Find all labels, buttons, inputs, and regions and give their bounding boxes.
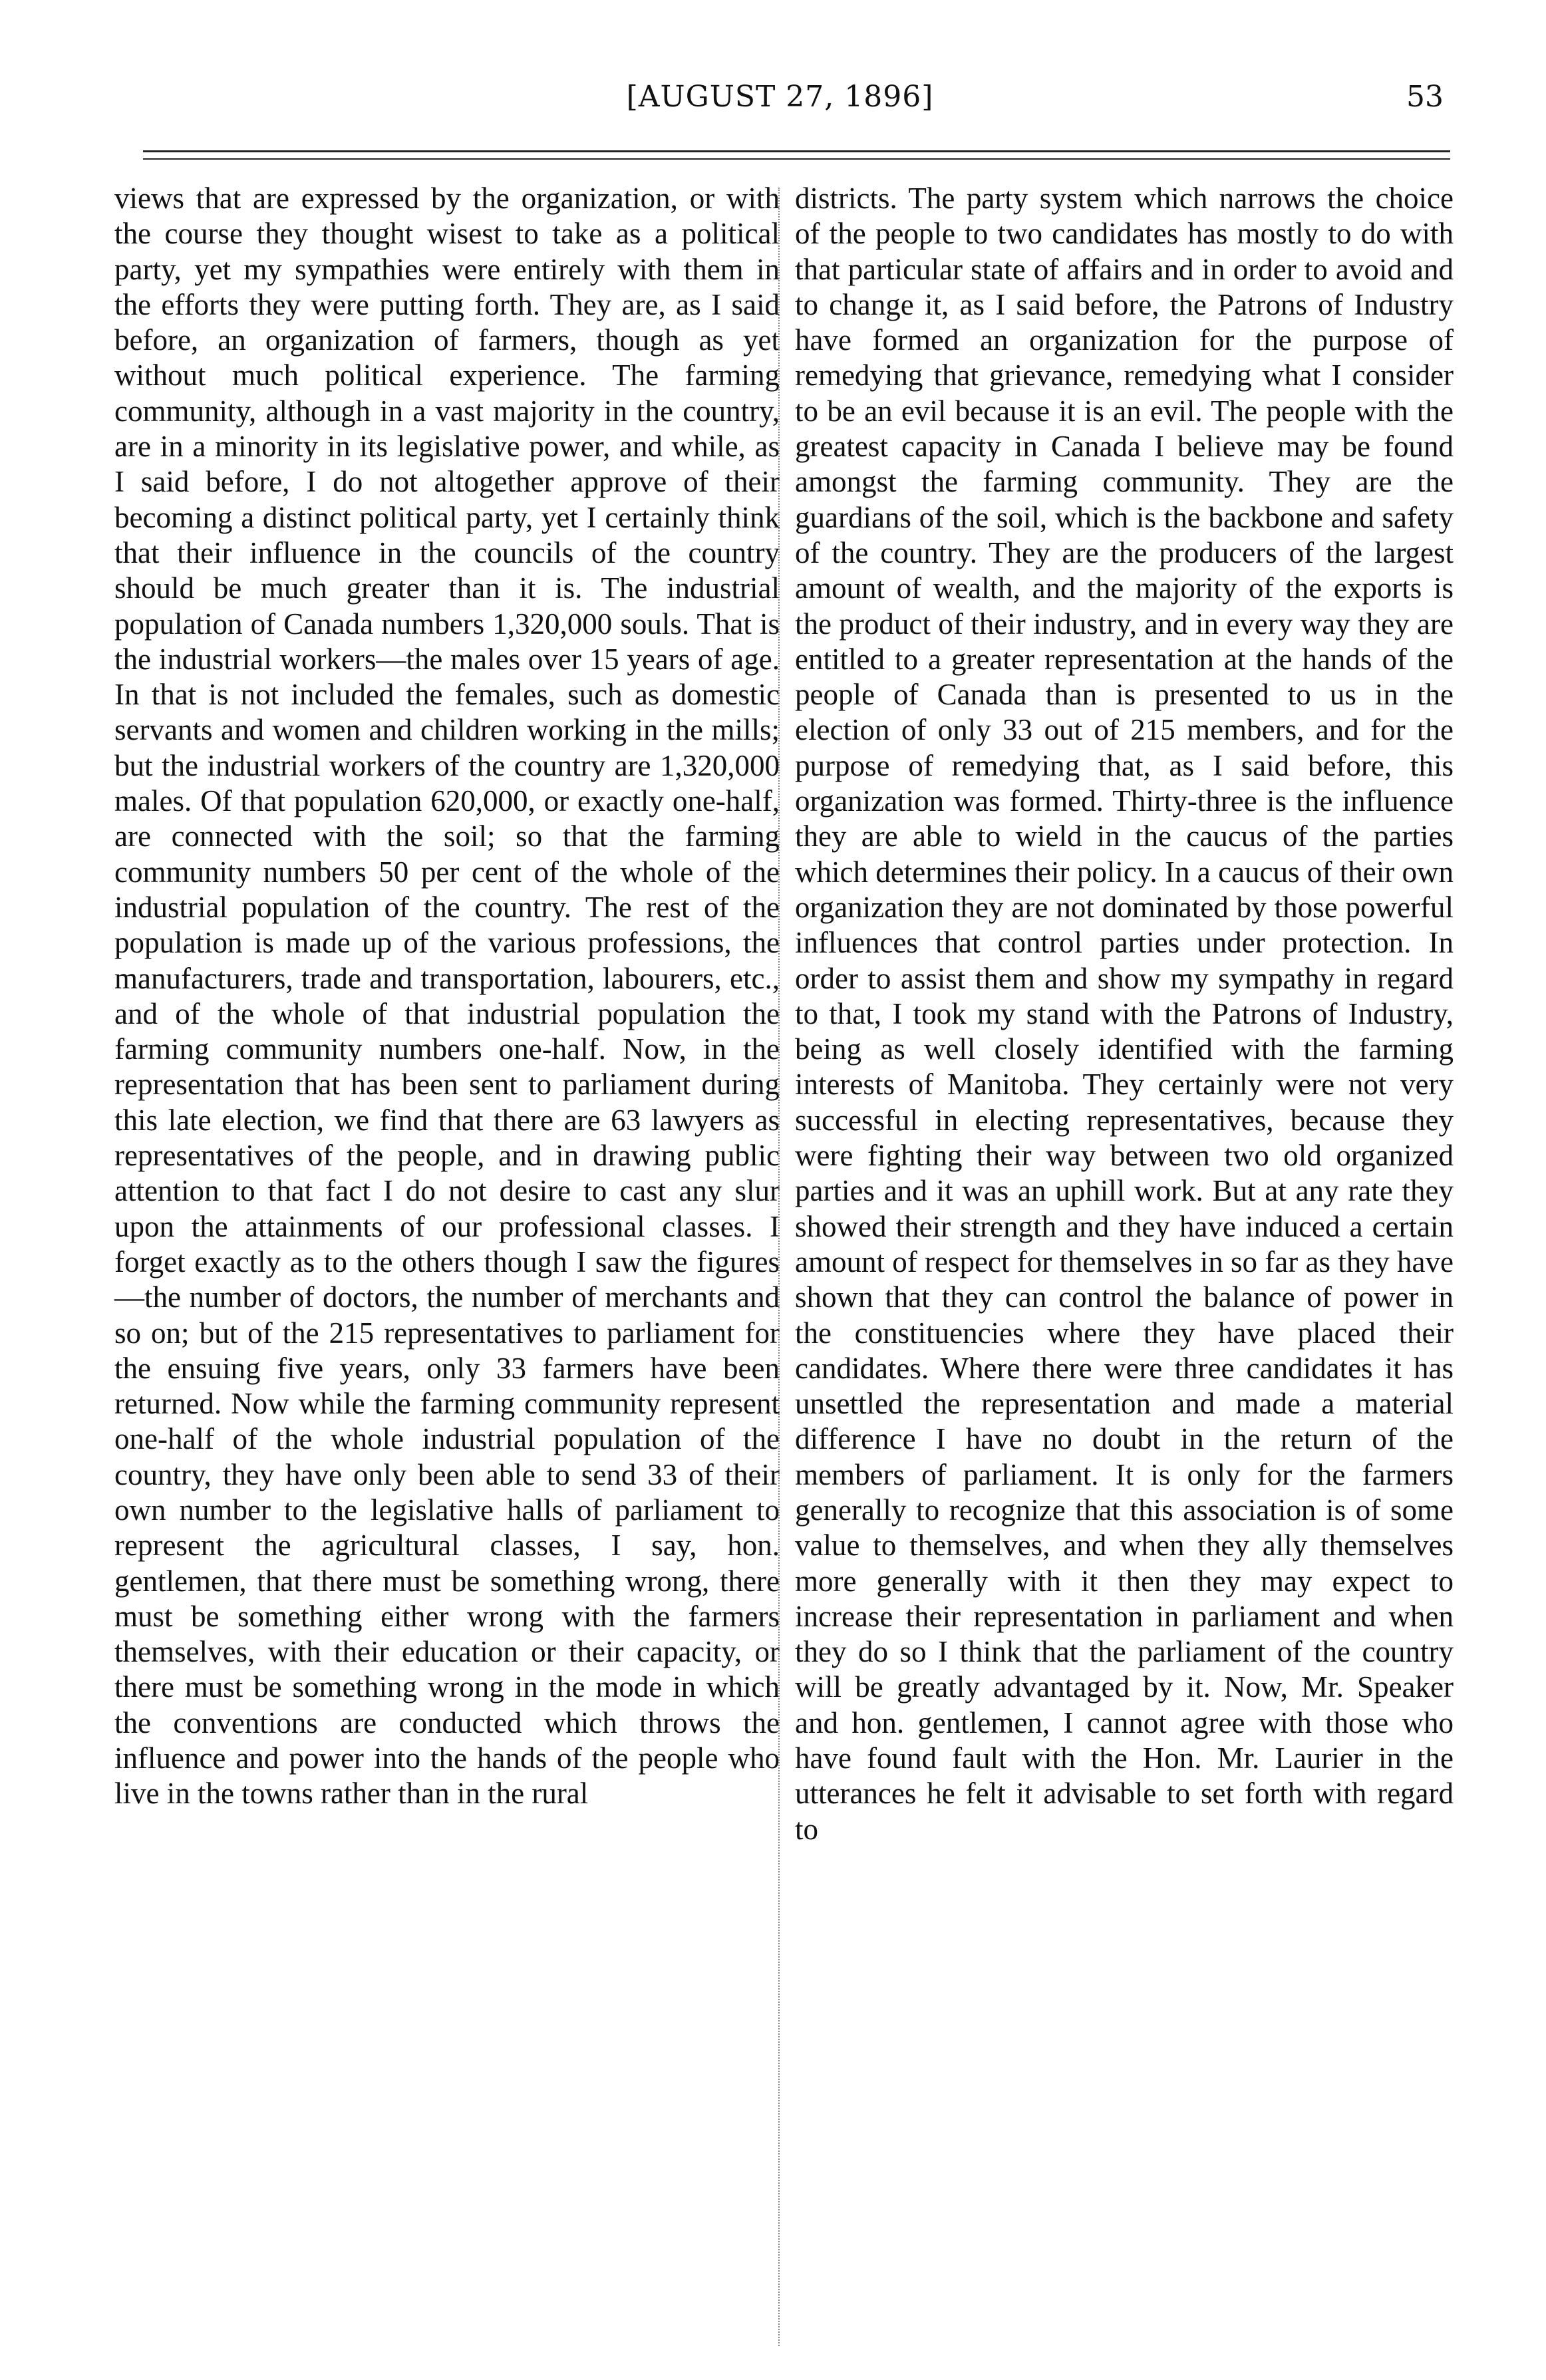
page-number: 53	[1406, 80, 1444, 114]
left-column-text: views that are expressed by the organization, or with the course they thought wisest to take as a political party, yet my sympathies were entirely with them in the efforts they were putting forth. They are, as I said before, an organization of farmers, though as yet without much political experience. The farming community, although in a vast majority in the country, are in a minority in its legislative power, and while, as I said before, I do not altogether approve of their becoming a distinct political party, yet I certainly think that their influence in the councils of the country should be much greater than it is. The industrial population of Canada numbers 1,320,000 souls. That is the industrial workers—the males over 15 years of age. In that is not included the females, such as domestic servants and women and children working in the mills; but the industrial workers of the country are 1,320,000 males. Of that population 620,000, or exactly one-half, are connected with the soil; so that the farming community numbers 50 per cent of the whole of the industrial population of the country. The rest of the population is made up of the various professions, the manufacturers, trade and transportation, labourers, etc., and of the whole of that industrial population the farming community numbers one-half. Now, in the representation that has been sent to parliament during this late election, we find that there are 63 lawyers as representatives of the people, and in drawing public attention to that fact I do not desire to cast any slur upon the attainments of our professional classes. I forget exactly as to the others though I saw the figures—the number of doctors, the number of merchants and so on; but of the 215 representatives to parliament for the ensuing five years, only 33 farmers have been returned. Now while the farming community represent one-half of the whole industrial population of the country, they have only been able to send 33 of their own number to the legislative halls of parliament to represent the agricultural classes, I say, hon. gentlemen, that there must be something wrong, there must be something either wrong with the farmers themselves, with their education or their capacity, or there must be something wrong in the mode in which the conventions are conducted which throws the influence and power into the hands of the people who live in the towns rather than in the rural	[114, 182, 780, 1811]
header-rule-bottom	[143, 158, 1450, 160]
right-column	[795, 181, 1454, 1847]
header-date: [AUGUST 27, 1896]	[626, 80, 934, 114]
header-rule-top	[143, 150, 1450, 152]
column-divider	[778, 188, 780, 2346]
page-header	[116, 80, 1444, 126]
left-column	[114, 181, 780, 1812]
right-column-text: districts. The party system which narrows the choice of the people to two candidates has mostly to do with that particular state of affairs and in order to avoid and to change it, as I said before, the Patrons of Industry have formed an organization for the purpose of remedying that grievance, remedying what I consider to be an evil because it is an evil. The people with the greatest capacity in Canada I believe may be found amongst the farming community. They are the guardians of the soil, which is the backbone and safety of the country. They are the producers of the largest amount of wealth, and the majority of the exports is the product of their industry, and in every way they are entitled to a greater representation at the hands of the people of Canada than is presented to us in the election of only 33 out of 215 members, and for the purpose of remedying that, as I said before, this organization was formed. Thirty-three is the influence they are able to wield in the caucus of the parties which determines their policy. In a caucus of their own organization they are not dominated by those powerful influences that control parties under protection. In order to assist them and show my sympathy in regard to that, I took my stand with the Patrons of Industry, being as well closely identified with the farming interests of Manitoba. They certainly were not very successful in electing representatives, because they were fighting their way between two old organized parties and it was an uphill work. But at any rate they showed their strength and they have induced a certain amount of respect for themselves in so far as they have shown that they can control the balance of power in the constituencies where they have placed their candidates. Where there were three candidates it has unsettled the representation and made a material difference I have no doubt in the return of the members of parliament. It is only for the farmers generally to recognize that this association is of some value to themselves, and when they ally themselves more generally with it then they may expect to increase their representation in parliament and when they do so I think that the parliament of the country will be greatly advantaged by it. Now, Mr. Speaker and hon. gentlemen, I cannot agree with those who have found fault with the Hon. Mr. Laurier in the utterances he felt it advisable to set forth with regard to	[795, 182, 1454, 1846]
